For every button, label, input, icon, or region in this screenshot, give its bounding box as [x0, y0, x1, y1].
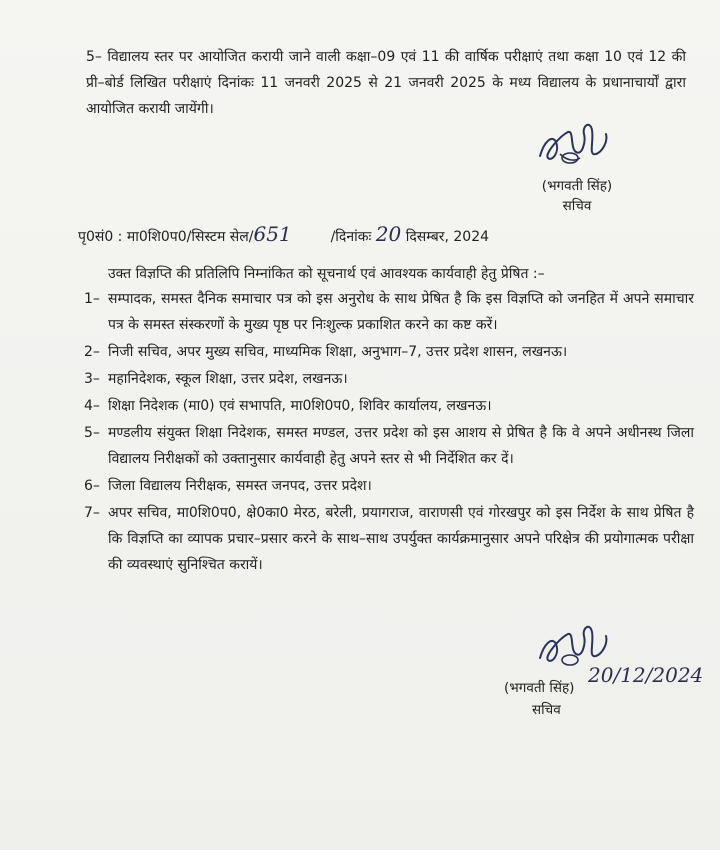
distribution-item-number: 1– — [84, 291, 100, 307]
handwritten-date: 20/12/2024 — [588, 663, 704, 687]
distribution-item-text: जिला विद्यालय निरीक्षक, समस्त जनपद, उत्तर प्रदेश। — [108, 478, 372, 494]
distribution-item — [84, 500, 694, 578]
date-rest: दिसम्बर, 2024 — [405, 229, 490, 245]
date-label: /दिनांकः — [330, 229, 372, 245]
distribution-item-number: 2– — [84, 344, 100, 360]
signature-block-1 — [512, 112, 642, 216]
distribution-item — [84, 286, 694, 338]
date-day-handwritten: 20 — [375, 222, 402, 246]
signatory-name-1: (भगवती सिंह) — [541, 178, 613, 194]
signatory-title-1: सचिव — [562, 198, 592, 214]
distribution-item-number: 7– — [84, 505, 100, 521]
distribution-list — [84, 286, 694, 579]
distribution-item-number: 6– — [84, 478, 100, 494]
signatory-name-2: (भगवती सिंह) — [504, 680, 575, 696]
distribution-item — [84, 420, 694, 472]
distribution-item — [84, 473, 694, 499]
distribution-item — [84, 366, 694, 392]
distribution-item-text: महानिदेशक, स्कूल शिक्षा, उत्तर प्रदेश, लखनऊ। — [108, 371, 348, 387]
copy-intro: उक्त विज्ञप्ति की प्रतिलिपि निम्नांकित को सूचनार्थ एवं आवश्यक कार्यवाही हेतु प्रेषित :– — [108, 266, 545, 282]
distribution-item-text: अपर सचिव, मा0शि0प0, क्षे0का0 मेरठ, बरेली, प्रयागराज, वाराणसी एवं गोरखपुर को इस निर्देश के साथ प्रेषित है कि विज्ञप्ति का व्यापक प्रचार–प्रसार करने के साथ–साथ उपर्युक्त कार्यक्रमानुसार अपने परिक्षेत्र की प्रयोगात्मक परीक्षा की व्यवस्थाएं सुनिश्चित करायें। — [108, 505, 694, 573]
distribution-item-number: 5– — [84, 425, 100, 441]
reference-number-handwritten: 651 — [253, 222, 292, 246]
distribution-item-text: सम्पादक, समस्त दैनिक समाचार पत्र को इस अनुरोध के साथ प्रेषित है कि इस विज्ञप्ति को जनहित में अपने समाचार पत्र के समस्त संस्करणों के मुख्य पृष्ठ पर निःशुल्क प्रकाशित करने का कष्ट करें। — [108, 291, 694, 333]
paragraph-5: 5– विद्यालय स्तर पर आयोजित करायी जाने वाली कक्षा–09 एवं 11 की वार्षिक परीक्षाएं तथा कक्षा 10 एवं 12 की प्री–बोर्ड लिखित परीक्षाएं दिनांकः 11 जनवरी 2025 से 21 जनवरी 2025 के मध्य विद्यालय के प्रधानाचार्यों द्वारा आयोजित करायी जायेंगी। — [86, 49, 686, 117]
distribution-item-text: मण्डलीय संयुक्त शिक्षा निदेशक, समस्त मण्डल, उत्तर प्रदेश को इस आशय से प्रेषित है कि वे अपने अधीनस्थ जिला विद्यालय निरीक्षकों को उक्तानुसार कार्यवाही हेतु अपने स्तर से भी निर्देशित कर दें। — [108, 425, 694, 467]
distribution-item-number: 3– — [84, 371, 100, 387]
distribution-item-text: निजी सचिव, अपर मुख्य सचिव, माध्यमिक शिक्षा, अनुभाग–7, उत्तर प्रदेश शासन, लखनऊ। — [108, 344, 568, 360]
distribution-item — [84, 393, 694, 419]
distribution-item-text: शिक्षा निदेशक (मा0) एवं सभापति, मा0शि0प0, शिविर कार्यालय, लखनऊ। — [108, 398, 492, 414]
signatory-title-2: सचिव — [532, 702, 561, 718]
reference-line — [78, 222, 678, 249]
distribution-item — [84, 339, 694, 365]
reference-prefix: पृ0सं0 : मा0शि0प0/सिस्टम सेल/ — [78, 229, 254, 245]
handwritten-signature-1 — [530, 112, 620, 176]
distribution-item-number: 4– — [84, 398, 100, 414]
